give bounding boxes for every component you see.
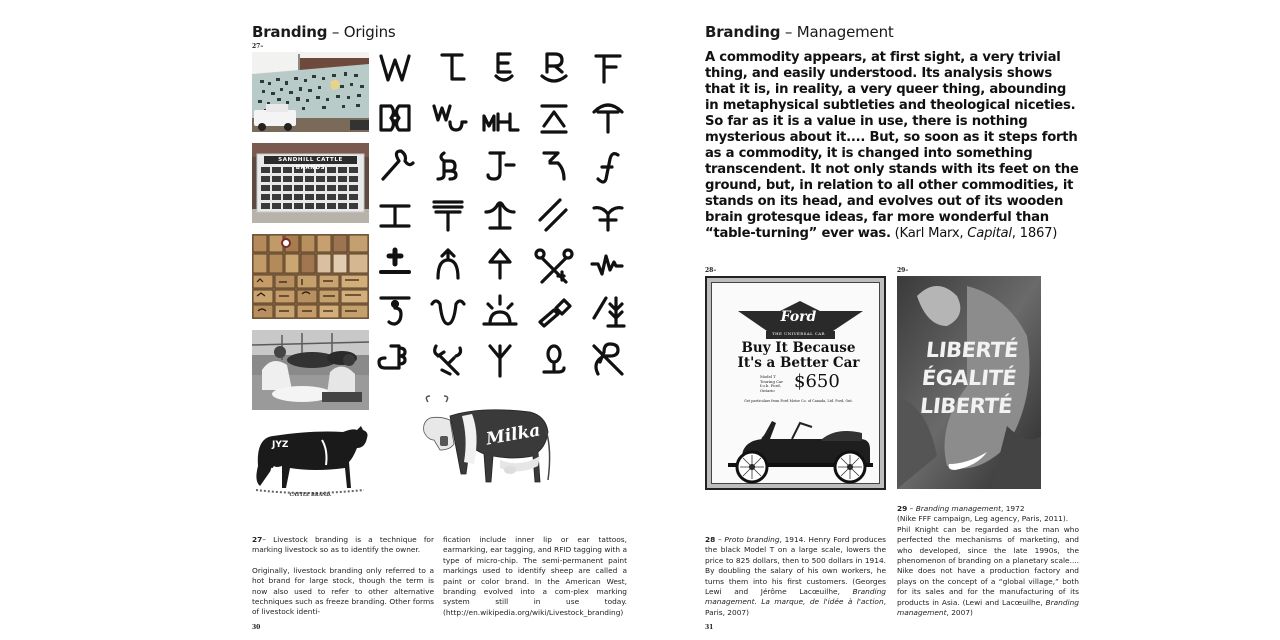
quote-citation [891,226,1057,241]
brand-symbol [540,200,566,230]
figure-27-label: 27– [252,43,264,50]
caption-28-text: , 1914. Henry Ford produces the black Model T on a large scale, lowers the price to 825 dollars, then to 500 dollars in 1914. By doubling the salary of his own workers, he turns them into his first customers. (Georges Lewi and Jérôme Lacœuilhe, [705,535,886,597]
brand-symbols-grid [370,40,640,400]
heading-bold: Branding [705,23,781,41]
model-line: Touring Car [760,378,784,384]
brand-symbol [381,298,409,324]
headline-line-1: Buy It Because [741,340,856,356]
jyz-brand-text: JYZ [272,440,289,450]
milka-cow-image [420,390,555,505]
page-number-left: 30 [252,624,261,631]
brand-symbol [438,153,456,179]
brand-symbol [542,54,566,81]
sandhill-sign-text: SANDHILL CATTLE BRANDS [278,157,343,171]
brand-symbol [536,250,572,282]
brand-symbol [379,346,405,368]
poster-line-1: LIBERTÉ [924,338,1020,362]
caption-28-book: Branding management. La marque, de l'idée à l'action [705,587,886,607]
brand-symbol [442,55,464,79]
caption-29-number: 29 [897,504,908,513]
left-page-heading [252,23,396,41]
brand-symbol [596,56,620,82]
caption-28-title: Proto branding [724,535,780,544]
liberte-egalite-text [897,336,1041,420]
caption-27-col1 [252,535,434,618]
brand-symbol [542,106,566,132]
cattle-branding-men-photo [252,330,369,410]
brand-symbol [381,106,409,130]
caption-28-number: 28 [705,535,716,544]
cattle-brand-engraving [252,418,369,503]
brand-symbol [496,54,512,80]
heading-rest: – Management [780,23,894,41]
sandhill-cattle-brands-photo [252,143,369,223]
brand-symbol [434,106,466,130]
caption-27-paragraph-1: – Livestock branding is a technique for marking livestock so as to identify the owner. [252,535,434,555]
caption-29 [897,504,1079,618]
brand-symbol [435,346,461,374]
brand-symbol [594,208,622,230]
wooden-brand-plaques-photo [252,234,369,319]
brand-symbol [490,346,510,376]
model-line: Model T [760,374,776,379]
ford-model-details [760,375,783,393]
right-page-heading [705,23,894,41]
brand-wall-photo [252,52,369,132]
brand-symbol [490,250,510,278]
caption-29-text-end: , 2007) [946,608,973,618]
caption-27-paragraph-2: Originally, livestock branding only referred to a hot brand for large stock, though the term is now also used to refer to other alternative techniques such as freeze branding. Other forms of livestock identi- [252,565,434,617]
ford-logo: Ford [780,309,817,325]
brand-symbol [383,151,413,179]
brand-symbol [438,250,458,278]
brand-symbol [544,153,564,179]
cite-pre: (Karl Marx, [890,226,968,241]
ford-headline [712,341,885,371]
brand-symbol [544,346,564,372]
brand-symbol [486,203,514,228]
brand-symbol [432,301,464,324]
cattle-brand-caption: CATTLE BRAND. [289,493,332,498]
poster-line-2: ÉGALITÉ [920,366,1018,390]
brand-symbol [381,56,409,80]
brand-symbol [484,114,518,130]
caption-29-book: Branding management [897,597,1079,618]
model-t-car-illustration [722,407,877,485]
brand-symbol [598,154,618,182]
model-line: f.o.b. Ford, [760,383,781,389]
headline-line-2: It's a Better Car [737,355,860,371]
brand-symbol [381,206,409,226]
cite-title: Capital [967,226,1012,241]
quote-text: A commodity appears, at first sight, a very trivial thing, and easily understood. Its analysis shows that it is, in reality, a very queer thing, abounding in metaphysical subtleties and theological niceties. So far as it is a value in use, there is nothing mysterious about it.... But, so soon as it steps forth as a commodity, it is changed into something transcendent. It not only stands with its feet on the ground, but, in relation to all other commodities, it stands on its head, and evolves out of its wooden brain grotesque ideas, far more wonderful than “table-turning” ever was. [705,50,1079,241]
caption-28-text-end: , Paris, 2007) [705,597,886,617]
brand-symbol [484,296,516,324]
caption-29-credit: (Nike FFF campaign, Leg agency, Paris, 2011). [897,514,1069,524]
milka-logo-text: Milka [484,420,542,450]
nike-fff-poster [897,276,1041,489]
brand-symbol [594,344,622,374]
page-number-right: 31 [705,624,714,631]
figure-28-label: 28– [705,267,717,274]
brand-symbol [434,202,462,230]
caption-29-text: Phil Knight can be regarded as the man who perfected the mechanisms of marketing, and who developed, since the late 1990s, the phenomenon of branding on a planetary scale.... Nike does not have a production factory and plays on the concept of a “global village,” both for its sales and for the manufacturing of its products in Asia. (Lewi and Lacœuilhe, [897,524,1079,607]
brand-symbol [381,250,409,272]
caption-27-col2: fication include inner lip or ear tattoos, earmarking, ear tagging, and RFID tagging with a type of micro-chip. The semi-permanent paint markings used to identify sheep are called a paint or color brand. In the American West, branding evolved into a com-plex marking system still in use today. (http://en.wikipedia.org/wiki/Livestock_branding) [443,535,627,617]
ford-tagline: THE UNIVERSAL CAR [772,331,825,336]
brand-symbol [594,105,622,132]
brand-symbol [488,153,514,179]
caption-dash: – [715,535,725,544]
heading-rest: – Origins [327,23,396,41]
ford-small-print: Get particulars from Ford Motor Co. of Canada, Ltd. Ford, Ont. [744,399,853,403]
figure-29-label: 29– [897,267,909,274]
ford-price: $650 [794,371,840,392]
caption-29-title: Branding management [915,504,1002,513]
cite-post: , 1867) [1011,226,1058,241]
caption-27-number: 27 [252,535,263,544]
caption-29-year: , 1972 [1001,504,1025,513]
brand-symbol [540,300,570,326]
caption-28 [705,535,886,618]
poster-line-3: LIBERTÉ [918,394,1014,418]
marx-quote [705,50,1080,242]
brand-symbol [592,256,622,274]
ford-model-t-ad [705,276,886,490]
caption-dash: – [907,504,916,513]
heading-bold: Branding [252,23,328,41]
model-line: Ontario [760,387,775,393]
brand-symbol [594,298,624,326]
